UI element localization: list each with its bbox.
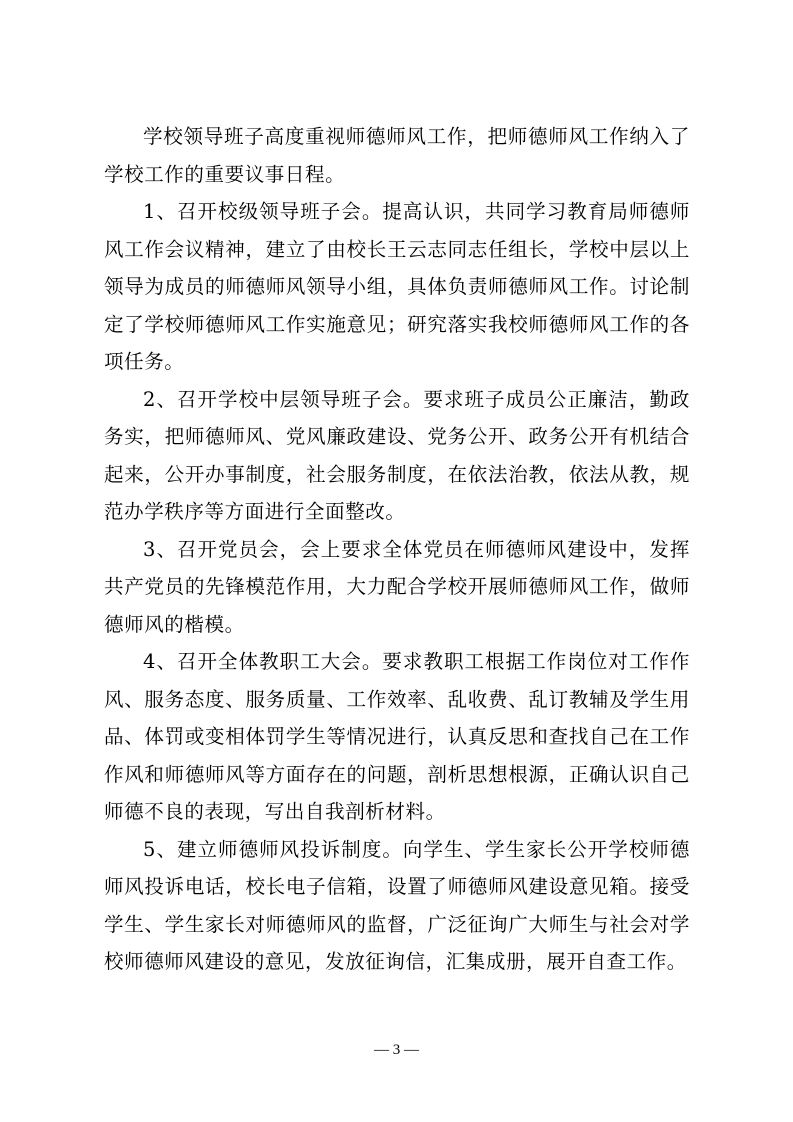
page-number: — 3 — (374, 1042, 419, 1058)
document-body (104, 118, 690, 981)
paragraph-item-1: 1、召开校级领导班子会。提高认识，共同学习教育局师德师风工作会议精神，建立了由校长王云志同志任组长，学校中层以上领导为成员的师德师风领导小组，具体负责师德师风工作。讨论制定了学校师德师风工作实施意见；研究落实我校师德师风工作的各项任务。 (104, 200, 690, 373)
paragraph-item-4: 4、召开全体教职工大会。要求教职工根据工作岗位对工作作风、服务态度、服务质量、工作效率、乱收费、乱订教辅及学生用品、体罚或变相体罚学生等情况进行，认真反思和查找自己在工作作风和师德师风等方面存在的问题，剖析思想根源，正确认识自己师德不良的表现，写出自我剖析材料。 (104, 650, 690, 823)
paragraph-intro: 学校领导班子高度重视师德师风工作，把师德师风工作纳入了学校工作的重要议事日程。 (104, 125, 690, 186)
paragraph-item-3: 3、召开党员会，会上要求全体党员在师德师风建设中，发挥共产党员的先锋模范作用，大力配合学校开展师德师风工作，做师德师风的楷模。 (104, 537, 690, 636)
paragraph-item-5: 5、建立师德师风投诉制度。向学生、学生家长公开学校师德师风投诉电话，校长电子信箱，设置了师德师风建设意见箱。接受学生、学生家长对师德师风的监督，广泛征询广大师生与社会对学校师德师风建设的意见，发放征询信，汇集成册，展开自查工作。 (104, 837, 690, 973)
paragraph-item-2: 2、召开学校中层领导班子会。要求班子成员公正廉洁，勤政务实，把师德师风、党风廉政建设、党务公开、政务公开有机结合起来，公开办事制度，社会服务制度，在依法治教，依法从教，规范办学秩序等方面进行全面整改。 (104, 387, 690, 523)
